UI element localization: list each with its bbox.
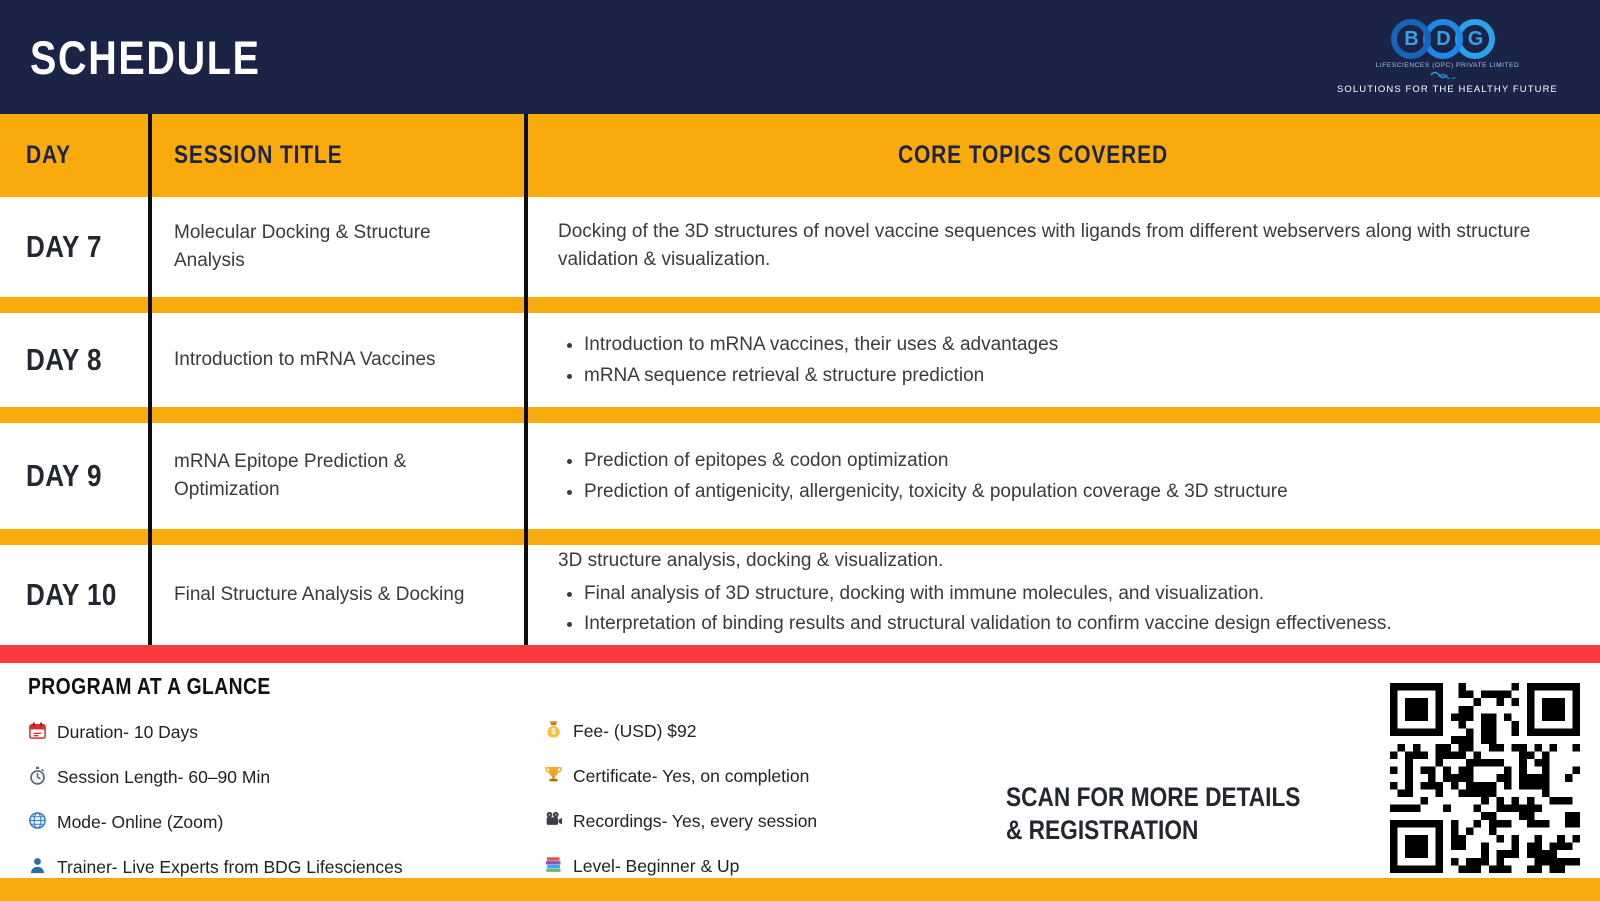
topic-bullet: • Prediction of epitopes & codon optimization	[584, 447, 1560, 475]
session-title: Final Structure Analysis & Docking	[174, 584, 465, 606]
glance-item-text: Session Length- 60–90 Min	[57, 767, 271, 787]
logo-letter-g: G	[1455, 19, 1495, 59]
stopwatch-icon	[28, 766, 47, 790]
session-title: Introduction to mRNA Vaccines	[174, 349, 436, 371]
glance-item-session-length	[28, 755, 544, 800]
red-divider	[0, 645, 1600, 663]
scan-heading: SCAN FOR MORE DETAILS & REGISTRATION	[1005, 782, 1300, 845]
video-camera-icon	[544, 810, 563, 834]
column-header-session-title: SESSION TITLE	[174, 141, 343, 169]
logo-letter-b: B	[1391, 19, 1431, 59]
wave-icon	[1430, 71, 1464, 79]
svg-text:$: $	[551, 726, 556, 736]
glance-item-text: Certificate- Yes, on completion	[573, 766, 810, 786]
glance-item-mode	[28, 800, 544, 845]
topic-bullet: • Final analysis of 3D structure, docking with immune molecules, and visualization.	[584, 580, 1560, 608]
session-title: mRNA Epitope Prediction & Optimization	[174, 451, 407, 500]
table-row-day-8	[0, 313, 1600, 407]
person-icon	[28, 856, 47, 880]
footer-bar	[0, 878, 1600, 901]
topic-bullet-list	[558, 328, 1560, 392]
glance-item-recordings	[544, 799, 974, 844]
row-separator	[0, 297, 1600, 313]
column-divider-2	[524, 114, 528, 645]
table-header-row	[0, 114, 1600, 197]
topic-bullet: • Prediction of antigenicity, allergenicity, toxicity & population coverage & 3D structure	[584, 478, 1560, 506]
glance-item-duration	[28, 710, 544, 755]
column-divider-1	[148, 114, 152, 645]
topic-bullet: • mRNA sequence retrieval & structure prediction	[584, 362, 1560, 390]
books-icon	[544, 855, 563, 879]
qr-code	[1390, 683, 1580, 873]
table-row-day-10	[0, 545, 1600, 645]
topic-text: Docking of the 3D structures of novel vaccine sequences with ligands from different webservers along with structure validation & visualization.	[558, 221, 1531, 270]
schedule-table	[0, 114, 1600, 645]
day-label: DAY 7	[26, 229, 102, 264]
topic-bullet-list	[558, 444, 1560, 508]
logo-letter-d: D	[1423, 19, 1463, 59]
table-row-day-9	[0, 423, 1600, 529]
session-title: Molecular Docking & Structure Analysis	[174, 222, 431, 271]
table-row-day-7	[0, 197, 1600, 297]
program-at-a-glance	[0, 663, 1600, 878]
topic-bullet: • Introduction to mRNA vaccines, their uses & advantages	[584, 331, 1560, 359]
glance-item-text: Trainer- Live Experts from BDG Lifesciences	[57, 857, 403, 877]
topic-bullet-list	[558, 577, 1560, 641]
topic-bullet: • Interpretation of binding results and structural validation to confirm vaccine design effectiveness.	[584, 610, 1560, 638]
glance-item-text: Recordings- Yes, every session	[573, 811, 818, 831]
page-title: SCHEDULE	[30, 30, 261, 84]
row-separator	[0, 529, 1600, 545]
glance-item-text: Duration- 10 Days	[57, 722, 199, 742]
trophy-icon	[544, 765, 563, 789]
day-label: DAY 9	[26, 458, 102, 493]
bdg-logo	[1337, 19, 1558, 95]
column-header-core-topics: CORE TOPICS COVERED	[898, 141, 1169, 169]
logo-circles-icon	[1399, 19, 1495, 59]
glance-item-text: Level- Beginner & Up	[573, 856, 740, 876]
calendar-icon	[28, 721, 47, 745]
glance-item-certificate	[544, 754, 974, 799]
logo-tagline: SOLUTIONS FOR THE HEALTHY FUTURE	[1336, 84, 1558, 95]
day-label: DAY 8	[26, 342, 102, 377]
day-label: DAY 10	[26, 577, 117, 612]
topic-text: 3D structure analysis, docking & visualization.	[558, 550, 944, 572]
glance-item-fee	[544, 709, 974, 754]
row-separator	[0, 407, 1600, 423]
column-header-day: DAY	[26, 141, 71, 169]
top-banner	[0, 0, 1600, 114]
glance-heading: PROGRAM AT A GLANCE	[28, 673, 271, 699]
money-bag-icon	[544, 720, 563, 744]
logo-company-name: LIFESCIENCES (OPC) PRIVATE LIMITED	[1375, 62, 1520, 69]
glance-item-text: Fee- (USD) $92	[573, 721, 697, 741]
globe-icon	[28, 811, 47, 835]
glance-item-text: Mode- Online (Zoom)	[57, 812, 224, 832]
